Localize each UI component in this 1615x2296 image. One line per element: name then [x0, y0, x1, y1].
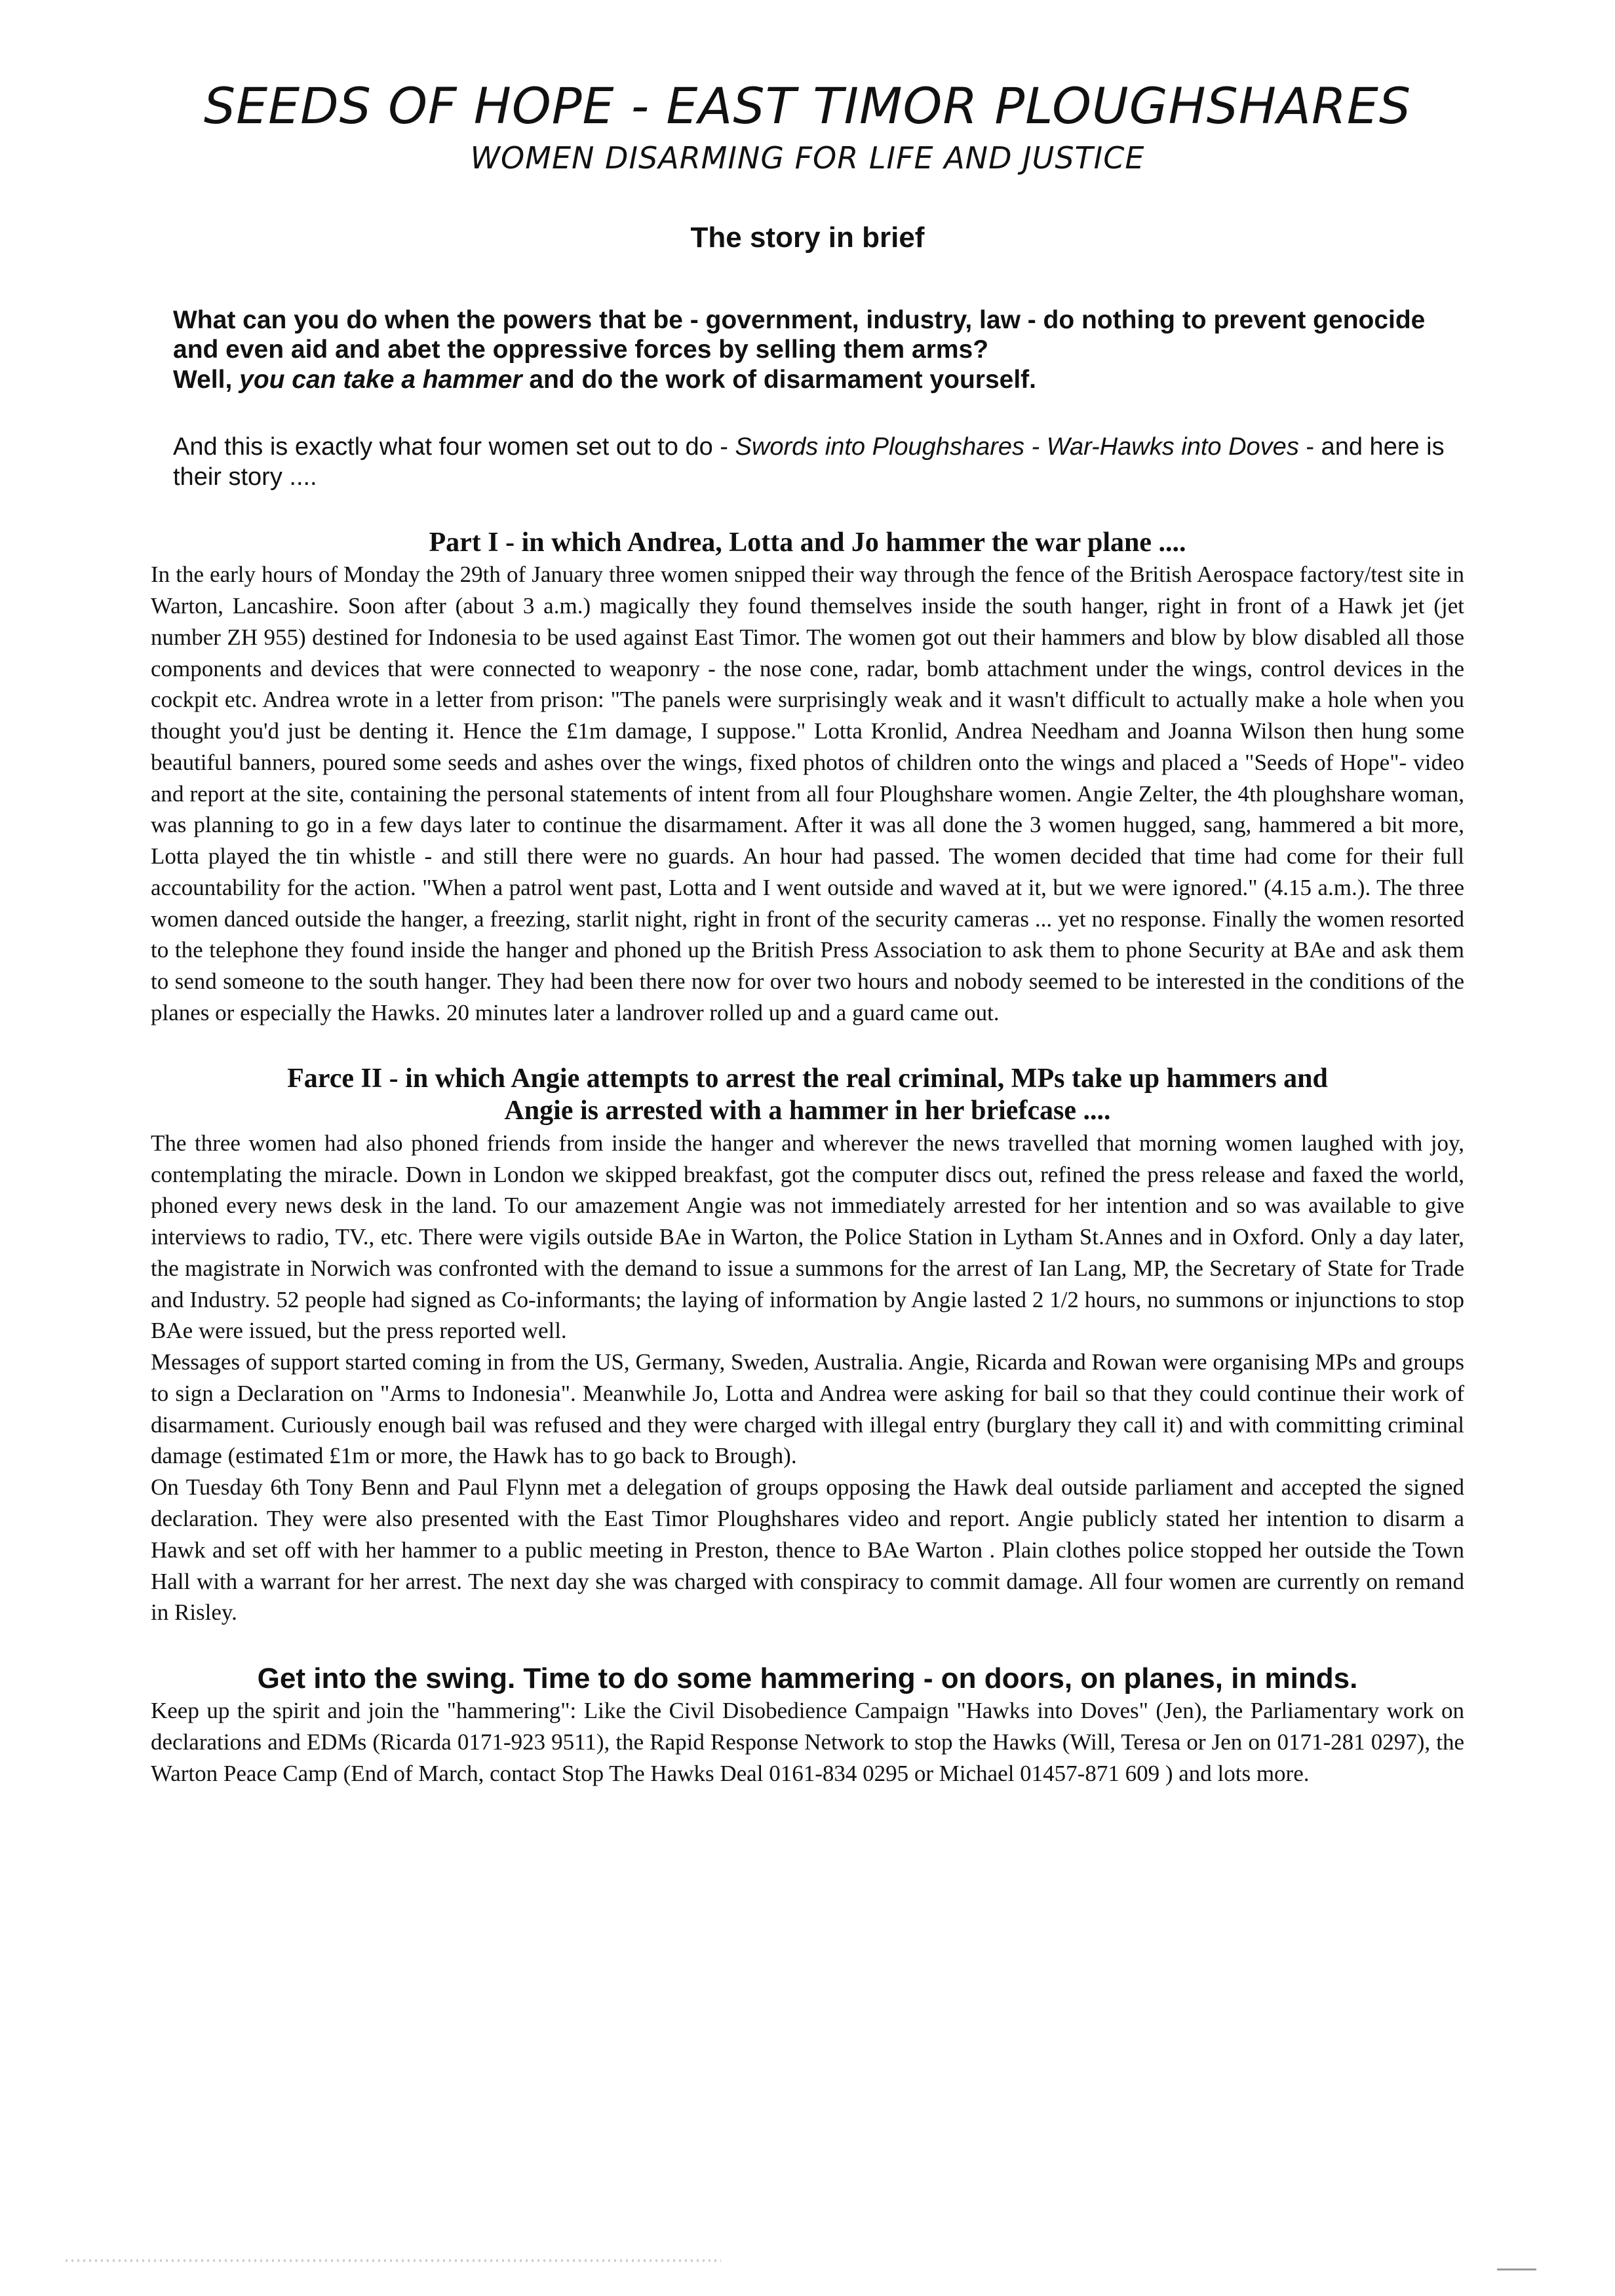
section-part-2-heading-line-1: Farce II - in which Angie attempts to arrest the real criminal, MPs take up hammers and — [287, 1063, 1328, 1094]
section-part-2-heading-line-2: Angie is arrested with a hammer in her briefcase .... — [504, 1096, 1111, 1126]
section-part-1-heading: Part I - in which Andrea, Lotta and Jo hammer the war plane .... — [429, 527, 1186, 558]
intro-question — [173, 305, 1464, 395]
scan-artifact-mark — [1497, 2268, 1536, 2270]
section-get-into-the-swing-heading: Get into the swing. Time to do some hammering - on doors, on planes, in minds. — [257, 1662, 1358, 1695]
section-part-2-paragraph-1: The three women had also phoned friends from inside the hanger and wherever the news travelled that morning women laughed with joy, contemplating the miracle. Down in London we skipped breakfast, got the computer discs out, refined the press release and faxed the world, phoned every news desk in the land. To our amazement Angie was not immediately arrested for her intention and so was available to give interviews to radio, TV., etc. There were vigils outside BAe in Warton, the Police Station in Lytham St.Annes and in Oxford. Only a day later, the magistrate in Norwich was confronted with the demand to issue a summons for the arrest of Ian Lang, MP, the Secretary of State for Trade and Industry. 52 people had signed as Co-informants; the laying of information by Angie lasted 2 1/2 hours, no summons or injunctions to stop BAe were issued, but the press reported well. — [151, 1130, 1464, 1344]
section-part-2-heading — [151, 1063, 1464, 1128]
intro-lead — [173, 432, 1464, 492]
intro-lead-emphasis: Swords into Ploughshares - War-Hawks into Doves — [735, 433, 1299, 461]
section-get-into-the-swing-paragraph: Keep up the spirit and join the "hammering": Like the Civil Disobedience Campaign "Hawks into Doves" (Jen), the Parliamentary work on declarations and EDMs (Ricarda 0171-923 9511), the Rapid Response Network to stop the Hawks (Will, Teresa or Jen on 0171-281 0297), the Warton Peace Camp (End of March, contact Stop The Hawks Deal 0161-834 0295 or Michael 01457-871 609 ) and lots more. — [151, 1698, 1464, 1786]
intro-lead-after: - and here is their story .... — [173, 433, 1445, 491]
section-part-2 — [151, 1063, 1464, 1628]
intro-line-2 — [173, 365, 1464, 395]
document-subtitle: WOMEN DISARMING FOR LIFE AND JUSTICE — [470, 140, 1145, 176]
scan-artifact-rule — [66, 2259, 721, 2262]
section-part-1 — [151, 527, 1464, 1029]
intro-line-2-after: and do the work of disarmament yourself. — [522, 365, 1036, 394]
section-part-2-paragraph-3: On Tuesday 6th Tony Benn and Paul Flynn met a delegation of groups opposing the Hawk deal outside parliament and accepted the signed declaration. They were also presented with the East Timor Ploughshares video and report. Angie publicly stated her intention to disarm a Hawk and set off with her hammer to a public meeting in Preston, thence to BAe Warton . Plain clothes police stopped her outside the Town Hall with a warrant for her arrest. The next day she was charged with conspiracy to commit damage. All four women are currently on remand in Risley. — [151, 1474, 1464, 1626]
intro-line-2-before: Well, — [173, 365, 240, 394]
document-title: SEEDS OF HOPE - EAST TIMOR PLOUGHSHARES — [203, 77, 1412, 135]
story-heading: The story in brief — [690, 221, 925, 254]
section-get-into-the-swing-body — [151, 1695, 1464, 1789]
section-part-2-paragraph-2: Messages of support started coming in from the US, Germany, Sweden, Australia. Angie, Ricarda and Rowan were organising MPs and groups to sign a Declaration on "Arms to Indonesia". Meanwhile Jo, Lotta and Andrea were asking for bail so that they could continue their work of disarmament. Curiously enough bail was refused and they were charged with illegal entry (burglary they call it) and with committing criminal damage (estimated £1m or more, the Hawk has to go back to Brough). — [151, 1349, 1464, 1469]
section-part-1-body — [151, 559, 1464, 1028]
intro-line-2-emphasis: you can take a hammer — [239, 365, 522, 394]
section-part-2-body — [151, 1128, 1464, 1628]
intro-lead-before: And this is exactly what four women set out to do - — [173, 433, 735, 461]
section-get-into-the-swing — [151, 1662, 1464, 1789]
section-part-1-paragraph: In the early hours of Monday the 29th of January three women snipped their way through the fence of the British Aerospace factory/test site in Warton, Lancashire. Soon after (about 3 a.m.) magically they found themselves inside the south hanger, right in front of a Hawk jet (jet number ZH 955) destined for Indonesia to be used against East Timor. The women got out their hammers and blow by blow disabled all those components and devices that were connected to weaponry - the nose cone, radar, bomb attachment under the wings, control devices in the cockpit etc. Andrea wrote in a letter from prison: "The panels were surprisingly weak and it wasn't difficult to actually make a hole when you thought you'd just be denting it. Hence the £1m damage, I suppose." Lotta Kronlid, Andrea Needham and Joanna Wilson then hung some beautiful banners, poured some seeds and ashes over the wings, fixed photos of children onto the wings and placed a "Seeds of Hope"- video and report at the site, containing the personal statements of intent from all four Ploughshare women. Angie Zelter, the 4th ploughshare woman, was planning to go in a few days later to continue the disarmament. After it was all done the 3 women hugged, sang, hammered a bit more, Lotta played the tin whistle - and still there were no guards. An hour had passed. The women decided that time had come for their full accountability for the action. "When a patrol went past, Lotta and I went outside and waved at it, but we were ignored." (4.15 a.m.). The three women danced outside the hanger, a freezing, starlit night, right in front of the security cameras ... yet no response. Finally the women resorted to the telephone they found inside the hanger and phoned up the British Press Association to ask them to phone Security at BAe and ask them to send someone to the south hanger. They had been there now for over two hours and nobody seemed to be interested in the conditions of the planes or especially the Hawks. 20 minutes later a landrover rolled up and a guard came out. — [151, 562, 1464, 1025]
intro-line-1: What can you do when the powers that be - government, industry, law - do nothing to prevent genocide and even aid and abet the oppressive forces by selling them arms? — [173, 305, 1426, 364]
